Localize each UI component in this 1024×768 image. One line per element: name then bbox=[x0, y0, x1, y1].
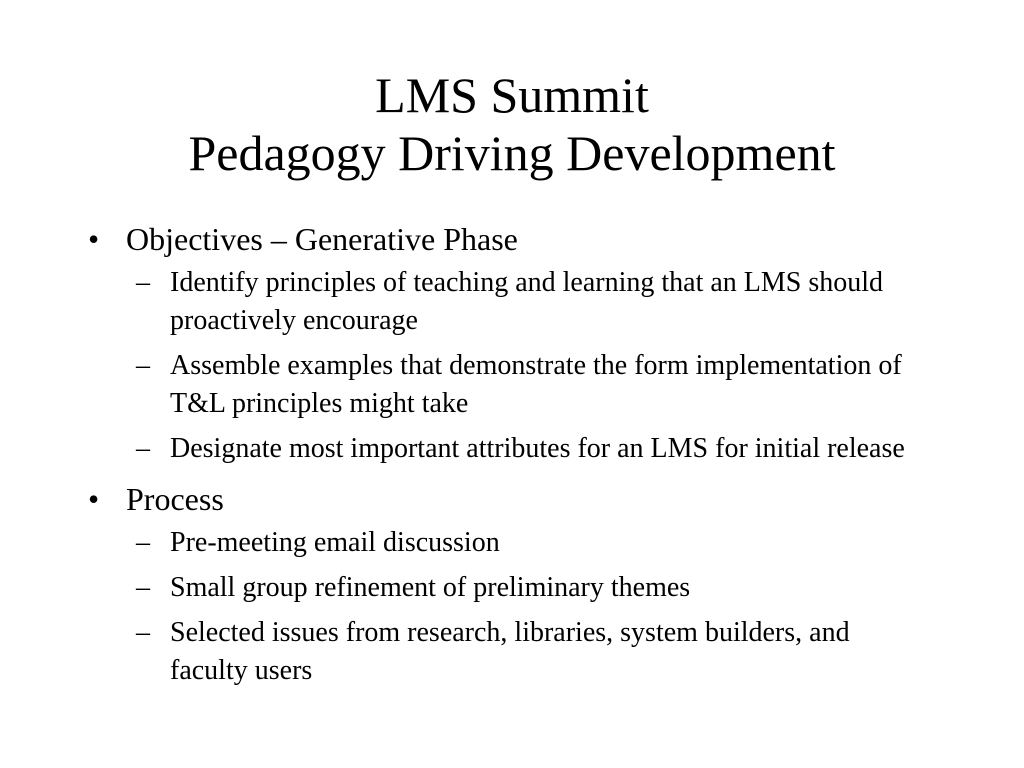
slide-title bbox=[0, 66, 1024, 182]
sub-item bbox=[84, 569, 930, 607]
bullet-process bbox=[84, 478, 944, 520]
title-line-2: Pedagogy Driving Development bbox=[188, 125, 836, 181]
dash-icon: – bbox=[136, 267, 150, 298]
dash-icon: – bbox=[136, 527, 150, 558]
sub-item-text: Assemble examples that demonstrate the form implementation of T&L principles might take bbox=[170, 350, 902, 419]
sub-item bbox=[84, 614, 930, 690]
bullet-text: Process bbox=[126, 481, 224, 517]
sub-item-text: Identify principles of teaching and learning that an LMS should proactively encourage bbox=[170, 267, 884, 336]
dash-icon: – bbox=[136, 350, 150, 381]
dash-icon: – bbox=[136, 617, 150, 648]
sub-item-text: Designate most important attributes for an LMS for initial release bbox=[170, 433, 905, 464]
bullet-text: Objectives – Generative Phase bbox=[126, 221, 518, 257]
sub-item bbox=[84, 264, 930, 340]
sub-item-text: Selected issues from research, libraries, system builders, and faculty users bbox=[170, 617, 850, 686]
sub-item bbox=[84, 430, 930, 468]
dash-icon: – bbox=[136, 433, 150, 464]
bullet-icon: • bbox=[88, 221, 100, 257]
slide-body bbox=[84, 218, 944, 700]
sub-item bbox=[84, 524, 930, 562]
bullet-icon: • bbox=[88, 481, 100, 517]
sub-item-text: Pre-meeting email discussion bbox=[170, 527, 500, 558]
title-line-1: LMS Summit bbox=[375, 67, 649, 123]
sub-item bbox=[84, 347, 930, 423]
dash-icon: – bbox=[136, 572, 150, 603]
process-sublist bbox=[84, 524, 944, 690]
objectives-sublist bbox=[84, 264, 944, 468]
bullet-objectives bbox=[84, 218, 944, 260]
sub-item-text: Small group refinement of preliminary themes bbox=[170, 572, 691, 603]
